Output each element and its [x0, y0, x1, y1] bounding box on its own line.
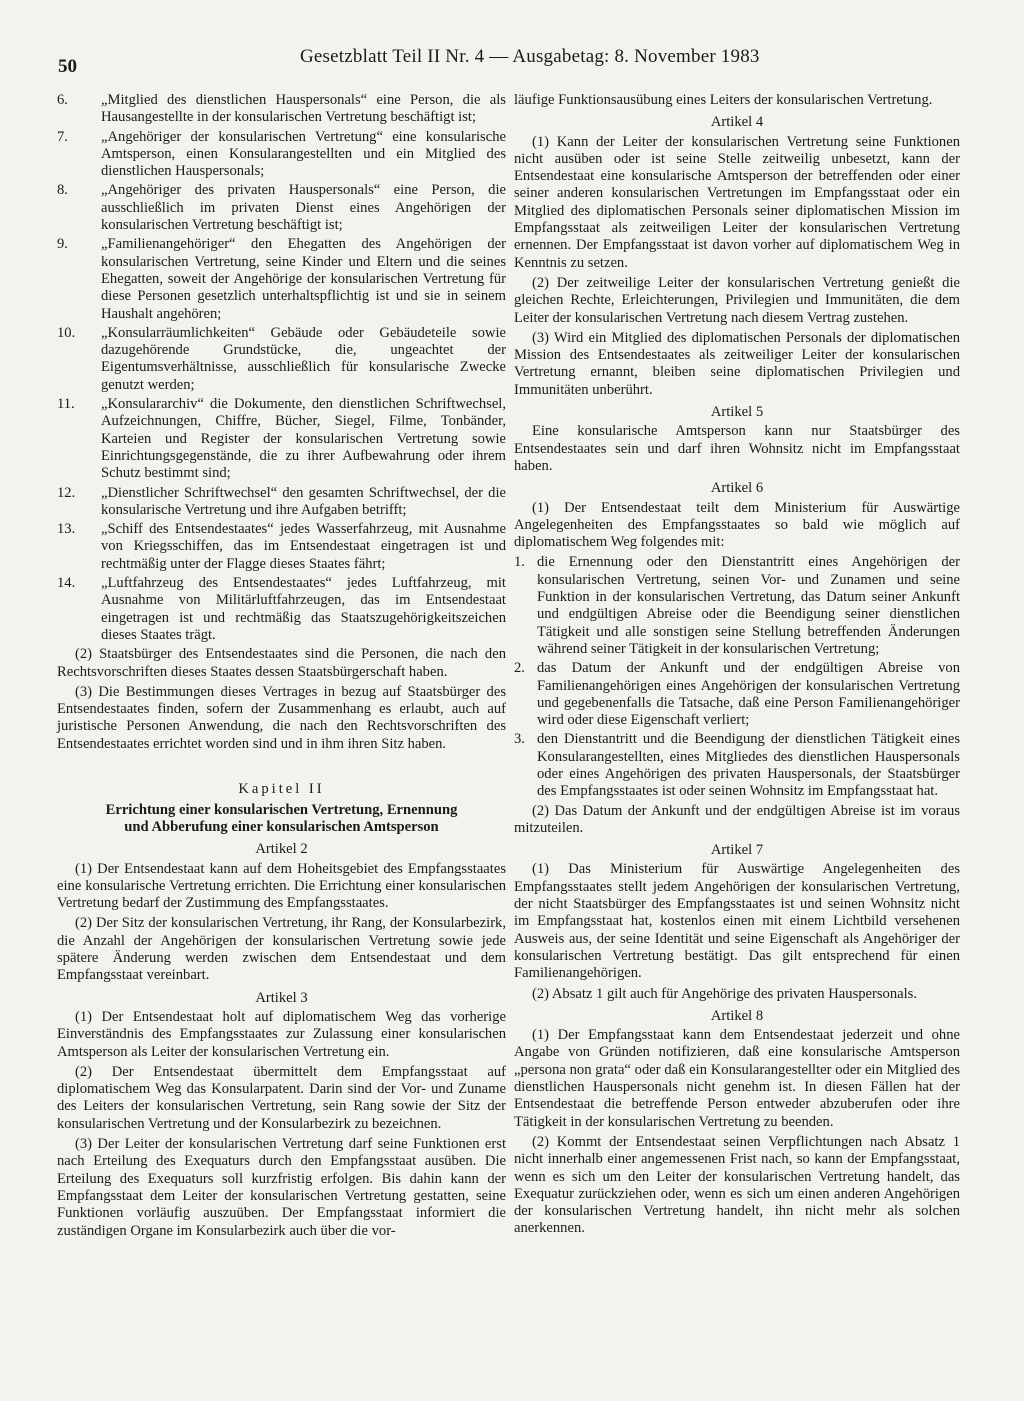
list-item: [57, 575, 506, 644]
item-text: „Konsulararchiv“ die Dokumente, den dienstlichen Schriftwechsel, Aufzeichnungen, Chiffre, Bücher, Siegel, Filme, Tonbänder, Karteien und Register der konsularischen Vertretung sowie Einrichtungsgegenstände, die zu ihrer Aufbewahrung oder ihrem Schutz bestimmt sind;: [101, 396, 506, 482]
paragraph: (1) Der Entsendestaat holt auf diplomatischem Weg das vorherige Einverständnis des Empfangsstaates zur Zulassung einer konsularischen Amtsperson als Leiter der konsularischen Vertretung ein.: [57, 1008, 506, 1060]
paragraph: (2) Der Sitz der konsularischen Vertretung, ihr Rang, der Konsularbezirk, die Anzahl der Angehörigen der konsularischen Vertretung sowie jede spätere Änderung werden zwischen dem Entsendestaat und dem Empfangsstaat vereinbart.: [57, 915, 506, 984]
article-heading: Artikel 6: [710, 480, 764, 497]
list-item: [514, 554, 960, 658]
article-heading: Artikel 4: [710, 114, 764, 131]
paragraph: läufige Funktionsausübung eines Leiters der konsularischen Vertretung.: [514, 92, 933, 108]
item-number: 10.: [57, 324, 76, 341]
item-number: 2.: [514, 660, 525, 677]
paragraph: (1) Kann der Leiter der konsularischen Vertretung seine Funktionen nicht ausüben oder ist seine Stelle zeitweilig unbesetzt, kann der Entsendestaat eine konsularische Amtsperson der betreffenden oder einer seiner anderen konsularischen Vertretungen im Empfangsstaat oder ein Mitglied des diplomatischen Personals seiner diplomatischen Mission im Empfangsstaat als zeitweiligen Leiter der konsularischen Vertretung ernennen. Der Empfangsstaat ist davon vorher auf diplomatischem Weg in Kenntnis zu setzen.: [514, 133, 960, 271]
list-item: [514, 660, 960, 729]
article-heading: Artikel 7: [710, 842, 764, 859]
running-head: Gesetzblatt Teil II Nr. 4 — Ausgabetag: 8. November 1983: [300, 46, 760, 67]
item-text: „Konsularräumlichkeiten“ Gebäude oder Gebäudeteile sowie dazugehörende Grundstücke, die, ungeachtet der Eigentumsverhältnisse, ausschließlich für konsularische Zwecke genutzt werden;: [101, 324, 506, 393]
item-text: „Schiff des Entsendestaates“ jedes Wasserfahrzeug, mit Ausnahme von Kriegsschiffen, das im Entsendestaat eingetragen ist und rechtmäßig unter der Flagge dieses Staates fährt;: [101, 521, 506, 572]
item-number: 13.: [57, 521, 76, 538]
list-item: [514, 731, 960, 800]
paragraph: (3) Die Bestimmungen dieses Vertrages in bezug auf Staatsbürger des Entsendestaates finden, sofern der Zusammenhang es erlaubt, auch auf juristische Personen Anwendung, die nach den Rechtsvorschriften des Entsendestaates errichtet worden sind und in ihm ihren Sitz haben.: [57, 683, 506, 752]
item-number: 12.: [57, 484, 76, 501]
chapter-heading: Kapitel II: [238, 780, 325, 797]
list-item: [57, 521, 506, 573]
paragraph: (2) Staatsbürger des Entsendestaates sind die Personen, die nach den Rechtsvorschriften dieses Staates dessen Staatsbürgerschaft haben.: [57, 646, 506, 680]
paragraph: (1) Das Ministerium für Auswärtige Angelegenheiten des Empfangsstaates stellt jedem Angehörigen der konsularischen Vertretung, der nicht Staatsbürger des Empfangsstaates ist und seinen Wohnsitz nicht im Empfangsstaat hat, kostenlos einen mit einem Lichtbild versehenen Ausweis aus, der seine Identität und seine Eigenschaft als Angehöriger der konsularischen Vertretung bestätigt. Das gilt entsprechend für einen Familienangehörigen.: [514, 861, 960, 982]
item-number: 14.: [57, 575, 76, 592]
paragraph: (2) Kommt der Entsendestaat seinen Verpflichtungen nach Absatz 1 nicht innerhalb einer angemessenen Frist nach, so kann der Empfangsstaat, wenn es sich um den Leiter der konsularischen Vertretung handelt, das Exequatur zurückziehen oder, wenn es sich um einen anderen Angehörigen der konsularischen Vertretung handelt, ihn nicht mehr als solchen anerkennen.: [514, 1133, 960, 1237]
item-number: 9.: [57, 236, 68, 253]
paragraph: (3) Der Leiter der konsularischen Vertretung darf seine Funktionen erst nach Erteilung des Exequaturs durch den Empfangsstaat ausüben. Die Erteilung des Exequaturs soll kurzfristig erfolgen. Bis dahin kann der Empfangsstaat dem Leiter der konsularischen Vertretung gestatten, seine Funktionen vorläufig auszuüben. Der Empfangsstaat informiert die zuständigen Organe im Konsularbezirk auch über die vor-: [57, 1136, 506, 1239]
list-item: [57, 325, 506, 394]
article-heading: Artikel 8: [710, 1007, 764, 1024]
chapter-title-line: Errichtung einer konsularischen Vertretung, Ernennung: [105, 802, 458, 819]
paragraph: (2) Der zeitweilige Leiter der konsularischen Vertretung genießt die gleichen Rechte, Erleichterungen, Privilegien und Immunitäten, die dem Leiter der konsularischen Vertretung nach diesem Vertrag zustehen.: [514, 274, 960, 326]
paragraph: Eine konsularische Amtsperson kann nur Staatsbürger des Entsendestaates sein und darf ihren Wohnsitz nicht im Empfangsstaat haben.: [514, 423, 960, 474]
item-number: 1.: [514, 554, 525, 571]
page-header: [0, 0, 1024, 84]
item-number: 8.: [57, 182, 68, 199]
list-item: [57, 236, 506, 322]
chapter-title-line: und Abberufung einer konsularischen Amtsperson: [124, 819, 439, 836]
item-number: 7.: [57, 128, 68, 145]
paragraph: (2) Absatz 1 gilt auch für Angehörige des privaten Hauspersonals.: [532, 985, 918, 1002]
item-text: „Mitglied des dienstlichen Hauspersonals“ eine Person, die als Hausangestellte in der konsularischen Vertretung beschäftigt ist;: [101, 92, 506, 126]
list-item: [57, 396, 506, 482]
list-item: [57, 485, 506, 520]
article-heading: Artikel 3: [255, 989, 308, 1006]
item-text: „Angehöriger der konsularischen Vertretung“ eine konsularische Amtsperson, einen Konsularangestellten und ein Mitglied des dienstlichen Hauspersonals;: [101, 128, 506, 180]
paragraph: (1) Der Empfangsstaat kann dem Entsendestaat jederzeit und ohne Angabe von Gründen notifizieren, daß eine konsularische Amtsperson „persona non grata“ oder daß ein Konsularangestellter oder ein Mitglied des dienstlichen Hauspersonals nicht genehm ist. In diesen Fällen hat der Entsendestaat die betreffende Person entweder abzuberufen oder ihre Tätigkeit in der konsularischen Vertretung zu beenden.: [514, 1027, 960, 1130]
left-column: [57, 92, 506, 1243]
paragraph: (2) Das Datum der Ankunft und der endgültigen Abreise ist im voraus mitzuteilen.: [514, 802, 960, 836]
list-item: [57, 182, 506, 234]
item-text: „Dienstlicher Schriftwechsel“ den gesamten Schriftwechsel, der die konsularische Vertretung und ihre Aufgaben betrifft;: [101, 484, 506, 518]
item-text: die Ernennung oder den Dienstantritt eines Angehörigen der konsularischen Vertretung, seinen Vor- und Zunamen und seine Funktion in der konsularischen Vertretung, das Datum seiner Ankunft und endgültigen Abreise oder die Beendigung seiner dienstlichen Tätigkeit und alle sonstigen seine Stellung betreffenden Änderungen während seiner Tätigkeit in der konsularischen Vertretung;: [537, 554, 960, 657]
article-heading: Artikel 5: [710, 404, 764, 421]
list-item: [57, 129, 506, 181]
item-text: „Angehöriger des privaten Hauspersonals“ eine Person, die ausschließlich im privaten Dienst eines Angehörigen der konsularischen Vertretung beschäftigt ist;: [101, 182, 506, 234]
chapter-title: [57, 802, 506, 836]
item-text: „Familienangehöriger“ den Ehegatten des Angehörigen der konsularischen Vertretung, seine Kinder und Eltern und die seines Ehegatten, soweit der Angehörige der konsularischen Vertretung für diese Personen gesetzlich unterhaltspflichtig ist und sie in seinem Haushalt angehören;: [101, 236, 506, 322]
paragraph: (1) Der Entsendestaat teilt dem Ministerium für Auswärtige Angelegenheiten des Empfangsstaates so bald wie möglich auf diplomatischem Weg folgendes mit:: [514, 499, 960, 551]
item-number: 3.: [514, 731, 525, 748]
paragraph: (1) Der Entsendestaat kann auf dem Hoheitsgebiet des Empfangsstaates eine konsularische Vertretung errichten. Die Errichtung einer konsularischen Vertretung bedarf der Zustimmung des Empfangsstaates.: [57, 860, 506, 912]
list-item: [57, 92, 506, 127]
paragraph: (2) Der Entsendestaat übermittelt dem Empfangsstaat auf diplomatischem Weg das Konsularpatent. Darin sind der Vor- und Zuname des Leiters der konsularischen Vertretung, sein Rang sowie der Sitz der konsularischen Vertretung und der Konsularbezirk zu bezeichnen.: [57, 1063, 506, 1132]
paragraph: (3) Wird ein Mitglied des diplomatischen Personals der diplomatischen Mission des Entsendestaates als zeitweiliger Leiter der konsularischen Vertretung ernannt, bleiben seine diplomatischen Privilegien und Immunitäten unberührt.: [514, 329, 960, 398]
item-text: „Luftfahrzeug des Entsendestaates“ jedes Luftfahrzeug, mit Ausnahme von Militärluftfahrzeugen, das im Entsendestaat eingetragen ist und rechtmäßig das Staatszugehörigkeitszeichen dieses Staates trägt.: [101, 575, 506, 643]
item-text: den Dienstantritt und die Beendigung der dienstlichen Tätigkeit eines Konsularangestellten, eines Mitgliedes des dienstlichen Hauspersonals oder eines Angehörigen des privaten Hauspersonals, der Staatsbürger des Empfangsstaates ist oder seinen Wohnsitz im Empfangsstaat hat.: [537, 731, 960, 800]
article-heading: Artikel 2: [255, 841, 308, 858]
right-column: [514, 92, 960, 1241]
item-text: das Datum der Ankunft und der endgültigen Abreise von Familienangehörigen eines Angehörigen der konsularischen Vertretung und gegebenenfalls die Tatsache, daß eine Person Familienangehöriger wird oder diese Eigenschaft verliert;: [537, 660, 960, 729]
item-number: 11.: [57, 396, 75, 413]
item-number: 6.: [57, 92, 68, 108]
page-number: 50: [58, 56, 77, 77]
